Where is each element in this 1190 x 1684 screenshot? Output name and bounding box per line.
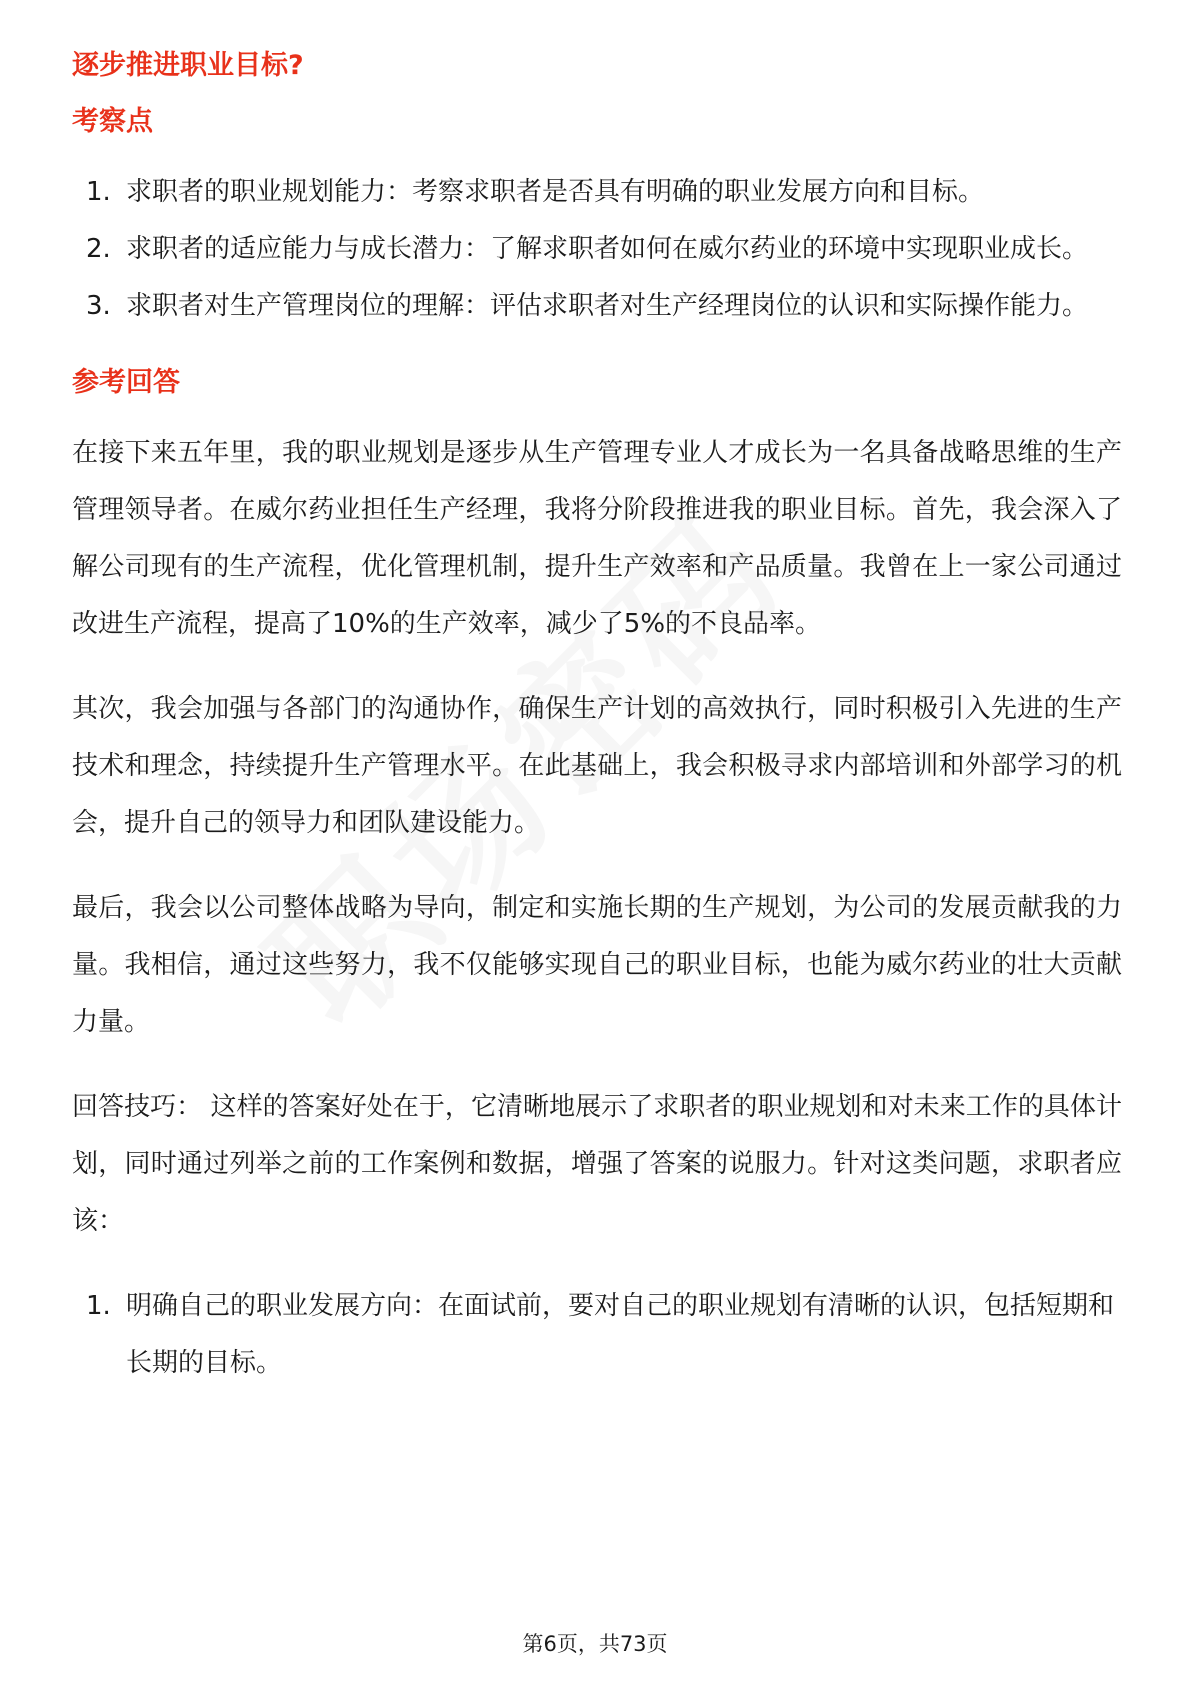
list-item-text: 求职者对生产管理岗位的理解：评估求职者对生产经理岗位的认识和实际操作能力。 bbox=[126, 291, 1089, 321]
assessment-points-list bbox=[72, 164, 1122, 335]
list-item-text: 求职者的适应能力与成长潜力：了解求职者如何在威尔药业的环境中实现职业成长。 bbox=[126, 234, 1089, 264]
list-number: 2. bbox=[86, 234, 111, 264]
section-title-assessment: 考察点 bbox=[72, 106, 153, 137]
page-content bbox=[72, 46, 1122, 1420]
list-item bbox=[72, 278, 1122, 335]
answer-paragraph: 最后，我会以公司整体战略为导向，制定和实施长期的生产规划，为公司的发展贡献我的力量。我相信，通过这些努力，我不仅能够实现自己的职业目标，也能为威尔药业的壮大贡献力量。 bbox=[72, 893, 1122, 1037]
list-number: 1. bbox=[86, 1291, 111, 1321]
list-number: 1. bbox=[86, 177, 111, 207]
list-item-text: 明确自己的职业发展方向：在面试前，要对自己的职业规划有清晰的认识，包括短期和长期的目标。 bbox=[126, 1291, 1115, 1378]
answer-paragraph: 其次，我会加强与各部门的沟通协作，确保生产计划的高效执行，同时积极引入先进的生产技术和理念，持续提升生产管理水平。在此基础上，我会积极寻求内部培训和外部学习的机会，提升自己的领导力和团队建设能力。 bbox=[72, 694, 1122, 838]
section-title-reference-answer: 参考回答 bbox=[72, 367, 180, 398]
answer-paragraph: 在接下来五年里，我的职业规划是逐步从生产管理专业人才成长为一名具备战略思维的生产管理领导者。在威尔药业担任生产经理，我将分阶段推进我的职业目标。首先，我会深入了解公司现有的生产流程，优化管理机制，提升生产效率和产品质量。我曾在上一家公司通过改进生产流程，提高了10%的生产效率，减少了5%的不良品率。 bbox=[72, 438, 1122, 639]
list-item bbox=[72, 1278, 1122, 1392]
answer-tips-paragraph: 回答技巧： 这样的答案好处在于，它清晰地展示了求职者的职业规划和对未来工作的具体计划，同时通过列举之前的工作案例和数据，增强了答案的说服力。针对这类问题，求职者应该： bbox=[72, 1092, 1122, 1236]
page-footer: 第6页，共73页 bbox=[522, 1632, 668, 1656]
question-title: 逐步推进职业目标? bbox=[72, 50, 304, 81]
list-item bbox=[72, 164, 1122, 221]
tips-list bbox=[72, 1278, 1122, 1392]
list-item bbox=[72, 221, 1122, 278]
list-number: 3. bbox=[86, 291, 111, 321]
list-item-text: 求职者的职业规划能力：考察求职者是否具有明确的职业发展方向和目标。 bbox=[126, 177, 985, 207]
